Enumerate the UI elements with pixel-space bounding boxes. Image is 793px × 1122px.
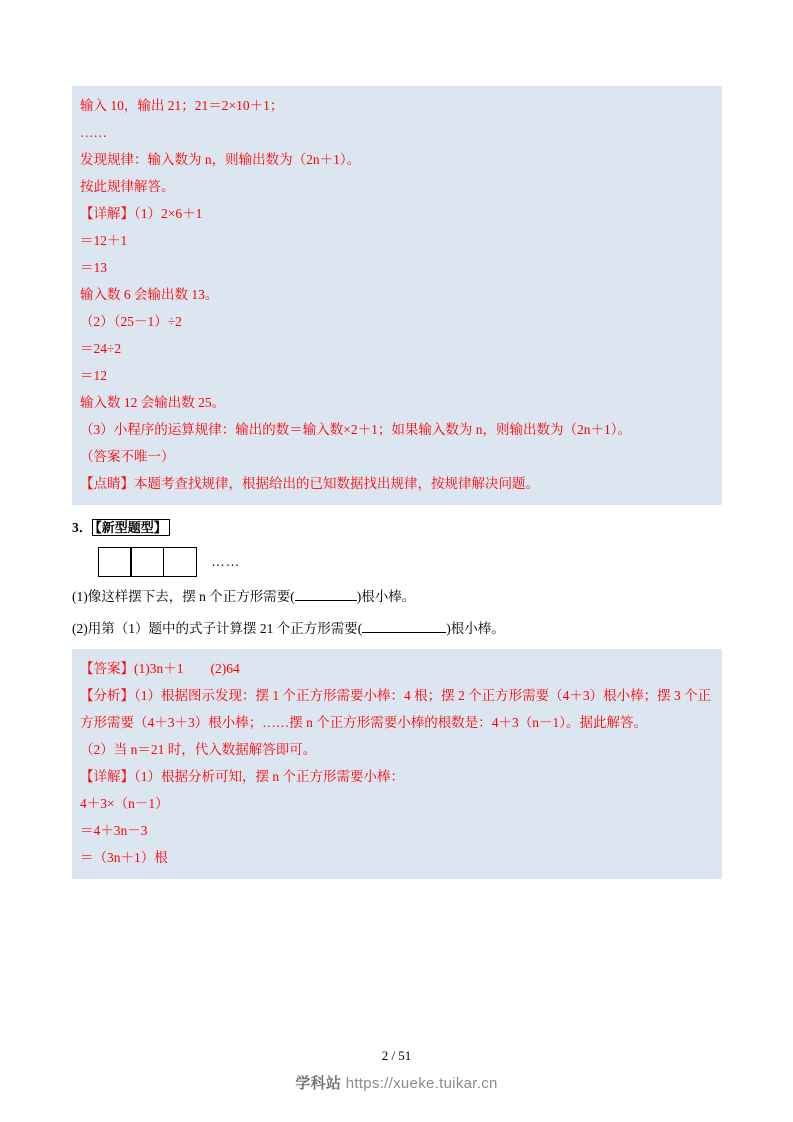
- answer-line: 【详解】（1）2×6＋1: [80, 206, 203, 221]
- watermark-logo: 学科站: [295, 1075, 342, 1092]
- answer-line: 【答案】(1)3n＋1 (2)64: [80, 661, 240, 676]
- answer-explanation-block-2: [72, 649, 722, 879]
- answer-line: ……: [80, 125, 107, 140]
- answer-line: 输入数 6 会输出数 13。: [80, 287, 219, 302]
- sub2-prefix: (2)用第（1）题中的式子计算摆 21 个正方形需要(: [72, 621, 363, 636]
- square-3: [163, 547, 197, 577]
- square-1: [98, 547, 132, 577]
- watermark: [0, 1072, 793, 1093]
- answer-explanation-block-1: [72, 86, 722, 505]
- page-number: 2 / 51: [381, 1048, 412, 1063]
- sub2-suffix: )根小棒。: [446, 621, 505, 636]
- answer-line: ＝12: [80, 368, 107, 383]
- page-content: [72, 86, 722, 879]
- answer-line: 4＋3×（n－1）: [80, 796, 169, 811]
- answer-line: 输入数 12 会输出数 25。: [80, 395, 226, 410]
- answer-line: ＝（3n＋1）根: [80, 850, 168, 865]
- matchstick-figure: [98, 547, 722, 577]
- answer-line: ＝13: [80, 260, 107, 275]
- question-3-sub-1: [72, 583, 722, 611]
- square-group: [98, 547, 195, 577]
- sub1-suffix: )根小棒。: [356, 589, 416, 604]
- answer-line: 输入 10，输出 21；21＝2×10＋1；: [80, 98, 284, 113]
- answer-line: （3）小程序的运算规律：输出的数＝输入数×2＋1；如果输入数为 n，则输出数为（2n＋1）。: [80, 422, 631, 437]
- answer-line: ＝12＋1: [80, 233, 128, 248]
- answer-line: ＝4＋3n－3: [80, 823, 148, 838]
- question-number: 3．: [72, 520, 93, 535]
- question-type-tag: 【新型题型】: [92, 519, 170, 536]
- square-2: [130, 547, 164, 577]
- answer-blank-2[interactable]: [362, 632, 446, 633]
- sub1-prefix: (1)像这样摆下去，摆 n 个正方形需要(: [72, 589, 295, 604]
- answer-line: 按此规律解答。: [80, 179, 175, 194]
- question-3-heading: [72, 517, 722, 539]
- answer-line: 【分析】（1）根据图示发现：摆 1 个正方形需要小棒：4 根；摆 2 个正方形需要（4＋3）根小棒；摆 3 个正方形需要（4＋3＋3）根小棒；……摆 n 个正方形需要小棒的根数是：4＋3（n－1）。据此解答。: [80, 688, 712, 730]
- answer-line: 【详解】（1）根据分析可知，摆 n 个正方形需要小棒：: [80, 769, 404, 784]
- answer-line: 发现规律：输入数为 n，则输出数为（2n＋1）。: [80, 152, 361, 167]
- answer-line: （2）（25－1）÷2: [80, 314, 182, 329]
- answer-line: （答案不唯一）: [80, 449, 175, 464]
- watermark-url: https://xueke.tuikar.cn: [345, 1075, 498, 1092]
- answer-line: （2）当 n＝21 时，代入数据解答即可。: [80, 742, 317, 757]
- answer-blank-1[interactable]: [295, 600, 357, 601]
- answer-line: ＝24÷2: [80, 341, 122, 356]
- question-3-sub-2: [72, 615, 722, 643]
- figure-ellipsis: ……: [211, 554, 241, 569]
- answer-line: 【点睛】本题考查找规律，根据给出的已知数据找出规律，按规律解决问题。: [80, 476, 539, 491]
